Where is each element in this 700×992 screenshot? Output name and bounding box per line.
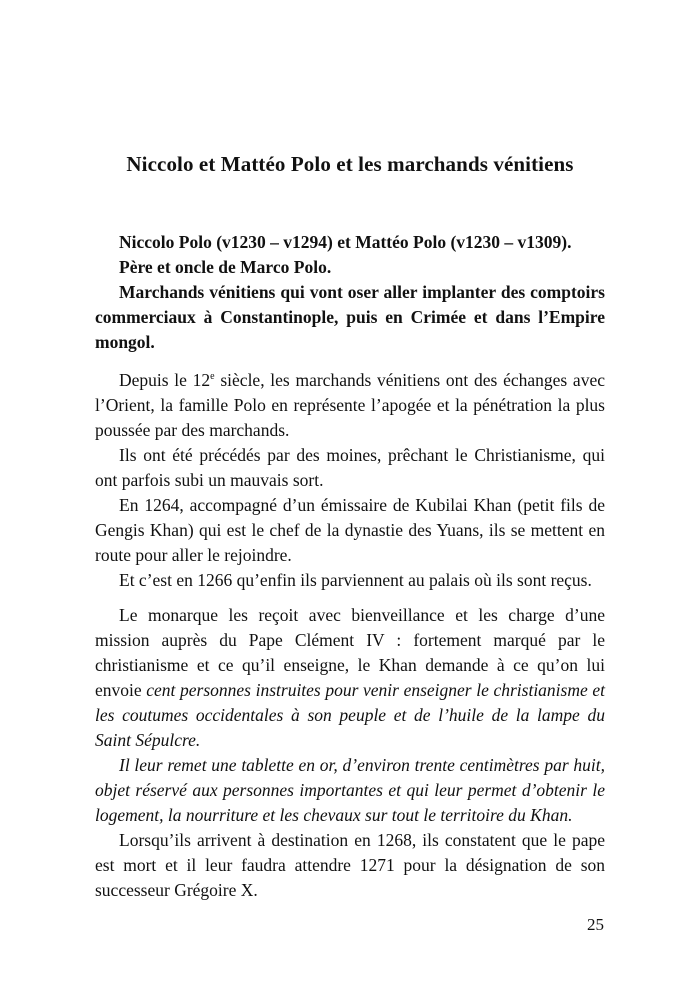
- paragraph-text: Depuis le 12: [119, 370, 211, 390]
- paragraph: [95, 368, 605, 443]
- intro-line-names: Niccolo Polo (v1230 – v1294) et Mattéo Polo (v1230 – v1309).: [119, 232, 572, 252]
- superscript: e: [210, 371, 215, 382]
- paragraph: En 1264, accompagné d’un émissaire de Kubilai Khan (petit fils de Gengis Khan) qui est le chef de la dynastie des Yuans, ils se mettent en route pour aller le rejoindre.: [95, 495, 605, 565]
- paragraph-italic-text: cent personnes instruites pour venir enseigner le christianisme et les coutumes occidentales à son peuple et de l’huile de la lampe du Saint Sépulcre.: [95, 680, 605, 750]
- intro-line-summary: Marchands vénitiens qui vont oser aller implanter des comptoirs commerciaux à Constantinople, puis en Crimée et dans l’Empire mongol.: [95, 282, 605, 352]
- paragraph: Lorsqu’ils arrivent à destination en 1268, ils constatent que le pape est mort et il leur faudra attendre 1271 pour la désignation de son successeur Grégoire X.: [95, 830, 605, 900]
- page-number: 25: [587, 915, 604, 934]
- paragraph-text: siècle, les marchands vénitiens ont des échanges avec l’Orient, la famille Polo en représente l’apogée et la pénétration la plus poussée par des marchands.: [95, 370, 605, 440]
- section-1: [95, 368, 605, 593]
- paragraph: Et c’est en 1266 qu’enfin ils parviennent au palais où ils sont reçus.: [119, 570, 592, 590]
- paragraph-text: Le monarque les reçoit avec bienveillance et les charge d’une mission auprès du Pape Clément IV : fortement marqué par le christianisme et ce qu’il enseigne, le Khan demande à ce qu’on lui envoie: [95, 605, 605, 700]
- intro-line-relation: Père et oncle de Marco Polo.: [119, 257, 332, 277]
- section-2: [95, 603, 605, 903]
- chapter-title: Niccolo et Mattéo Polo et les marchands vénitiens: [126, 152, 574, 176]
- paragraph: Il leur remet une tablette en or, d’environ trente centimètres par huit, objet réservé aux personnes importantes et qui leur permet d’obtenir le logement, la nourriture et les chevaux sur tout le territoire du Khan.: [95, 755, 605, 825]
- intro-block: [95, 230, 605, 355]
- paragraph: [95, 603, 605, 753]
- paragraph: Ils ont été précédés par des moines, prêchant le Christianisme, qui ont parfois subi un mauvais sort.: [95, 445, 605, 490]
